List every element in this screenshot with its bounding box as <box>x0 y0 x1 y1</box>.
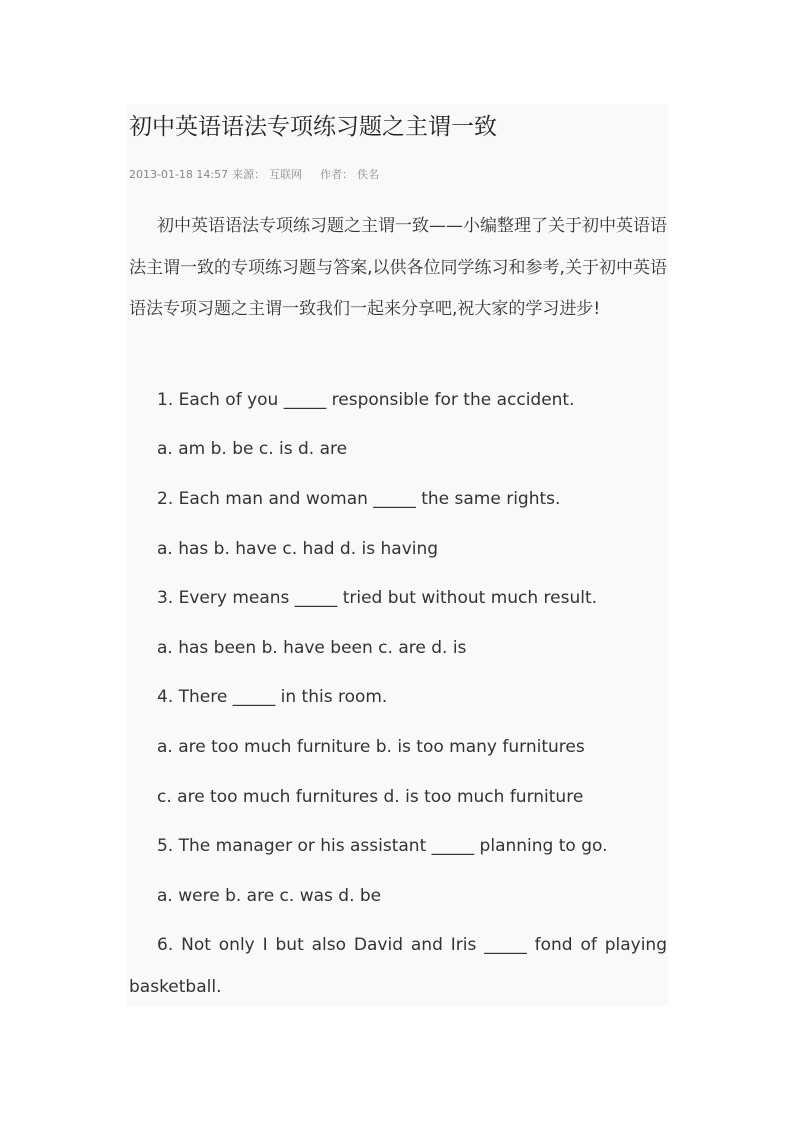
publish-datetime: 2013-01-18 14:57 <box>129 168 229 181</box>
question-4-options-a: a. are too much furniture b. is too many furnitures <box>157 737 585 757</box>
question-4-options-c: c. are too much furnitures d. is too much furniture <box>157 787 584 807</box>
question-3-options: a. has been b. have been c. are d. is <box>157 638 467 658</box>
article-meta <box>129 167 383 183</box>
source-value: 互联网 <box>269 168 303 181</box>
question-3: 3. Every means _____ tried but without much result. <box>157 588 598 608</box>
question-2: 2. Each man and woman _____ the same rights. <box>157 489 561 509</box>
question-1: 1. Each of you _____ responsible for the accident. <box>157 390 575 410</box>
question-6: 6. Not only I but also David and Iris _____ fond of playing basketball. <box>129 935 667 997</box>
intro-paragraph: 初中英语语法专项练习题之主谓一致——小编整理了关于初中英语语法主谓一致的专项练习题与答案,以供各位同学练习和参考,关于初中英语语法专项习题之主谓一致我们一起来分享吧,祝大家的学习进步! <box>129 216 667 319</box>
question-5-options: a. were b. are c. was d. be <box>157 886 382 906</box>
question-2-options: a. has b. have c. had d. is having <box>157 539 439 559</box>
author-value: 佚名 <box>357 168 380 181</box>
source-label: 来源： <box>232 168 266 181</box>
question-4: 4. There _____ in this room. <box>157 687 388 707</box>
question-1-options: a. am b. be c. is d. are <box>157 439 348 459</box>
question-5: 5. The manager or his assistant _____ planning to go. <box>157 836 608 856</box>
author-label: 作者： <box>320 168 354 181</box>
article-title: 初中英语语法专项练习题之主谓一致 <box>129 114 497 140</box>
